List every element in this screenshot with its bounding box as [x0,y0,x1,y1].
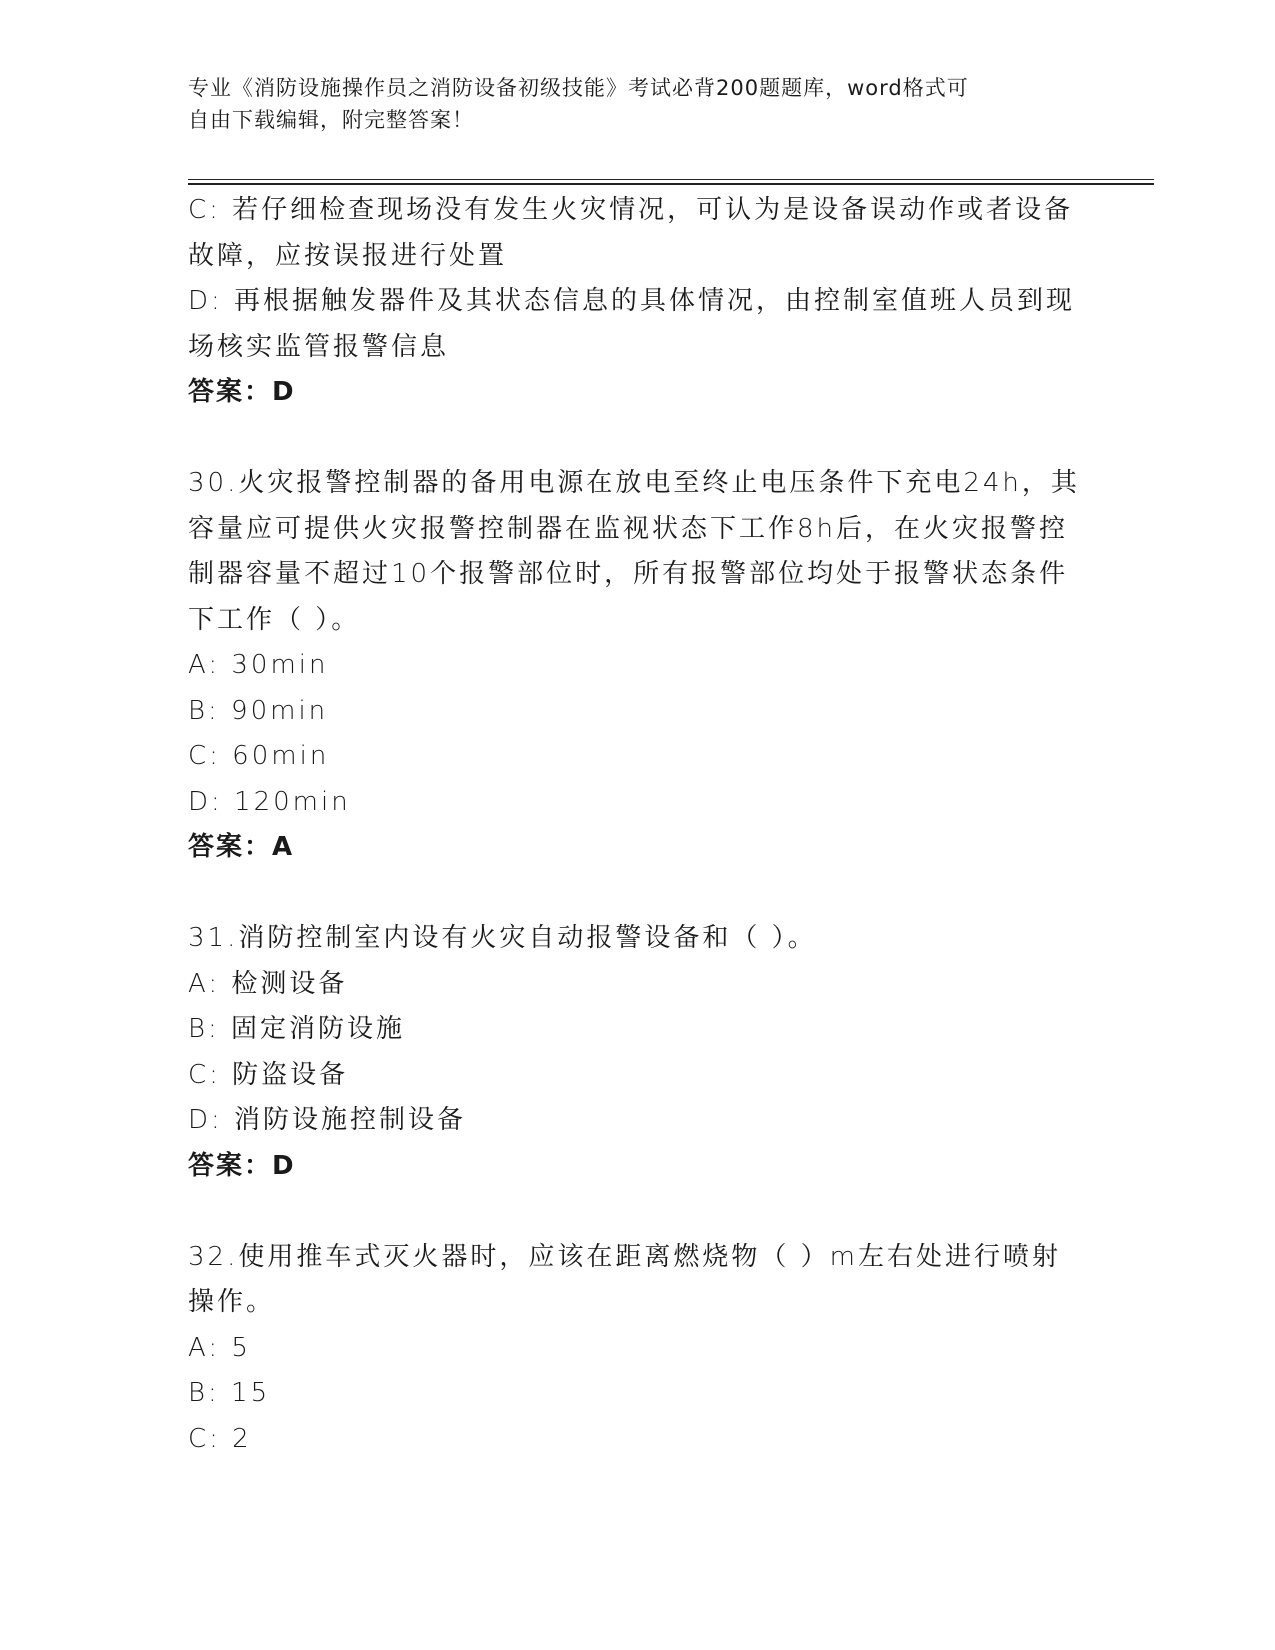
option-a: A: 30min [188,650,329,680]
option-c: C: 60min [188,741,330,771]
spacer [188,871,1088,917]
document-header [188,72,1068,136]
question-stem-continued: 容量应可提供火灾报警控制器在监视状态下工作8h后，在火灾报警控 [188,513,1069,544]
question-stem: 32.使用推车式灭火器时，应该在距离燃烧物（ ）m左右处进行喷射 [188,1241,1061,1272]
answer-label: 答案：D [188,1150,296,1181]
option-b: B: 固定消防设施 [188,1014,406,1044]
question-stem-continued: 操作。 [188,1287,276,1317]
header-title-line-1: 专业《消防设施操作员之消防设备初级技能》考试必背200题题库，word格式可 [188,76,969,100]
question-content [188,188,1088,1462]
option-b: B: 90min [188,695,329,726]
header-divider-thick [188,183,1154,185]
option-a: A: 检测设备 [188,968,348,999]
question-30 [188,461,1088,871]
spacer [188,1189,1088,1235]
option-c: C: 防盗设备 [188,1059,349,1090]
question-stem: 30.火灾报警控制器的备用电源在放电至终止电压条件下充电24h，其 [188,468,1080,498]
option-d: D: 120min [188,786,351,817]
header-divider-thin [188,179,1154,180]
question-29-continuation [188,188,1088,416]
option-d: D: 消防设施控制设备 [188,1105,467,1135]
option-b: B: 15 [188,1378,271,1408]
option-c: C: 若仔细检查现场没有发生火灾情况，可认为是设备误动作或者设备 [188,195,1074,225]
question-stem: 31.消防控制室内设有火灾自动报警设备和（ ）。 [188,923,817,953]
header-title-line-2: 自由下载编辑，附完整答案！ [188,108,474,132]
question-32 [188,1235,1088,1463]
question-stem-continued: 下工作（ ）。 [188,604,361,635]
answer-label: 答案：A [188,832,295,862]
spacer [188,416,1088,462]
option-a: A: 5 [188,1332,251,1363]
option-d: D: 再根据触发器件及其状态信息的具体情况，由控制室值班人员到现 [188,286,1076,316]
question-stem-continued: 制器容量不超过10个报警部位时，所有报警部位均处于报警状态条件 [188,559,1069,589]
option-d-continued: 场核实监管报警信息 [188,331,450,362]
question-31 [188,916,1088,1189]
answer-label: 答案：D [188,377,296,407]
option-c-continued: 故障，应按误报进行处置 [188,240,508,271]
option-c: C: 2 [188,1423,252,1454]
